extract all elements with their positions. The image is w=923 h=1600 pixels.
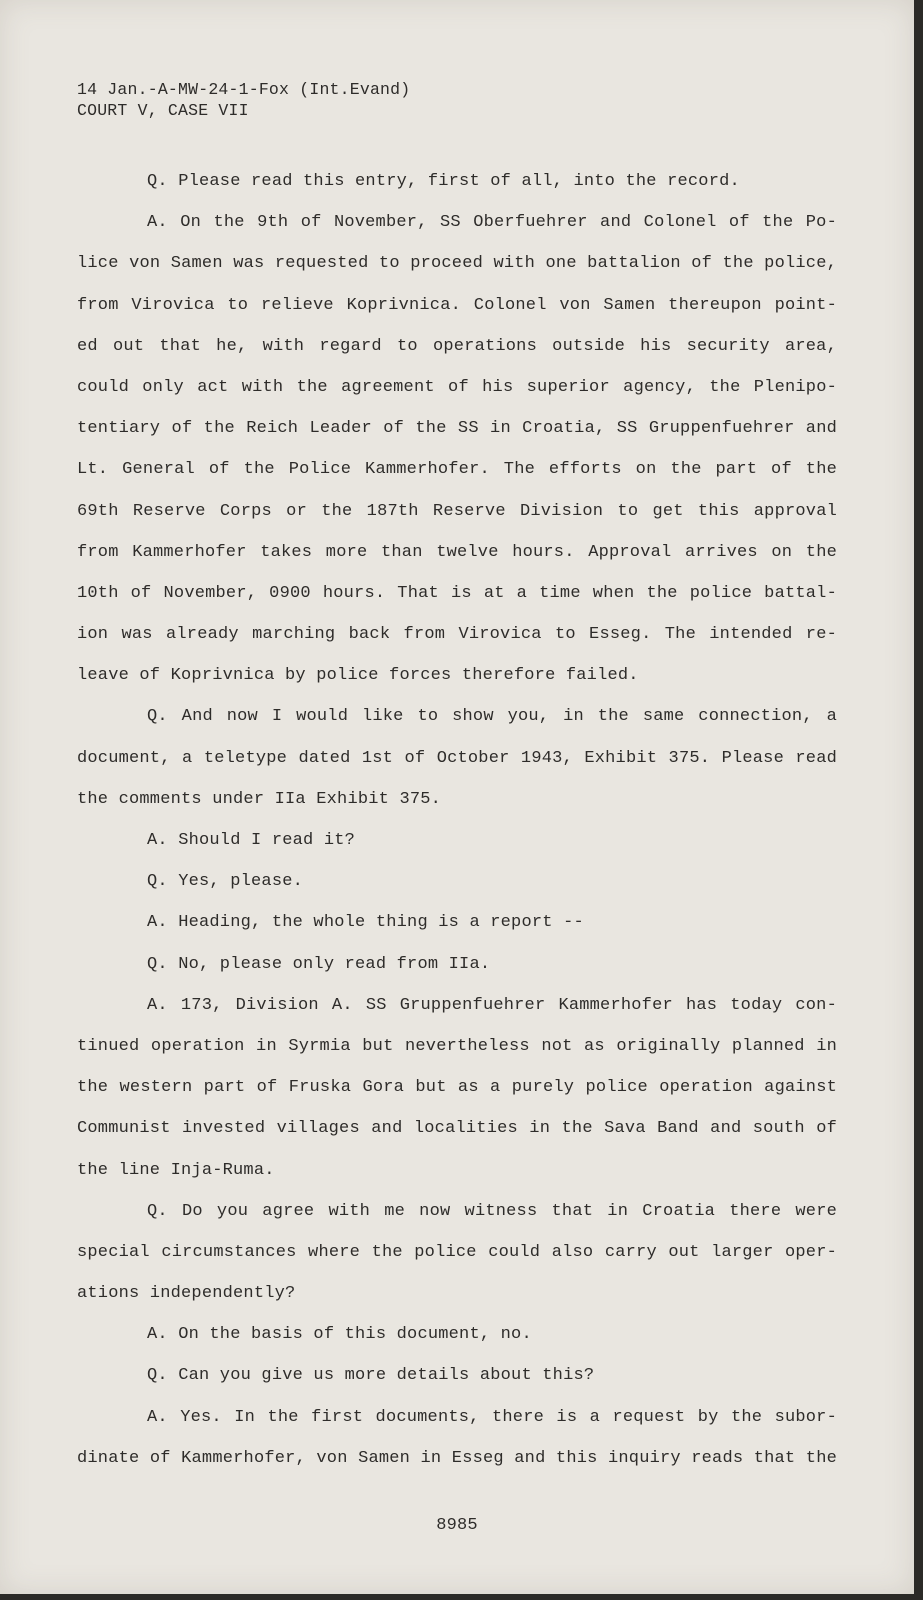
transcript-line: ations independently? xyxy=(77,1284,296,1304)
document-header xyxy=(77,79,410,121)
transcript-line: A. On the 9th of November, SS Oberfuehrer and Colonel of the Po- xyxy=(147,213,837,233)
header-reference: 14 Jan.-A-MW-24-1-Fox (Int.Evand) xyxy=(77,80,411,99)
transcript-line: from Kammerhofer takes more than twelve hours. Approval arrives on the xyxy=(77,542,837,562)
transcript-line: A. 173, Division A. SS Gruppenfuehrer Kammerhofer has today con- xyxy=(147,995,837,1015)
transcript-paragraph xyxy=(77,1408,837,1490)
transcript-line: could only act with the agreement of his superior agency, the Plenipo- xyxy=(77,377,837,397)
transcript-body xyxy=(77,172,837,1490)
transcript-line: ion was already marching back from Virovica to Esseg. The intended re- xyxy=(77,625,837,645)
header-court-case: COURT V, CASE VII xyxy=(77,101,249,120)
transcript-line: Communist invested villages and localities in the Sava Band and south of xyxy=(77,1119,837,1139)
transcript-line: 10th of November, 0900 hours. That is at a time when the police battal- xyxy=(77,583,837,603)
transcript-line: tentiary of the Reich Leader of the SS in Croatia, SS Gruppenfuehrer and xyxy=(77,419,837,439)
transcript-line: A. Yes. In the first documents, there is a request by the subor- xyxy=(147,1407,837,1427)
transcript-line: Q. Yes, please. xyxy=(147,872,304,892)
transcript-line: Q. No, please only read from IIa. xyxy=(147,954,491,974)
transcript-line: Lt. General of the Police Kammerhofer. The efforts on the part of the xyxy=(77,460,837,480)
transcript-line: the western part of Fruska Gora but as a purely police operation against xyxy=(77,1078,837,1098)
transcript-line: 69th Reserve Corps or the 187th Reserve Division to get this approval xyxy=(77,501,837,521)
transcript-line: Q. Can you give us more details about this? xyxy=(147,1366,595,1386)
transcript-line: the comments under IIa Exhibit 375. xyxy=(77,789,442,809)
transcript-line: Q. Do you agree with me now witness that in Croatia there were xyxy=(147,1201,837,1221)
transcript-paragraph xyxy=(77,1202,837,1326)
transcript-line: special circumstances where the police could also carry out larger oper- xyxy=(77,1242,837,1262)
transcript-line: Q. And now I would like to show you, in the same connection, a xyxy=(147,707,837,727)
transcript-line: A. On the basis of this document, no. xyxy=(147,1325,532,1345)
transcript-paragraph xyxy=(77,1366,837,1407)
transcript-paragraph xyxy=(77,213,837,707)
transcript-line: the line Inja-Ruma. xyxy=(77,1160,275,1180)
transcript-line: lice von Samen was requested to proceed with one battalion of the police, xyxy=(77,254,837,274)
transcript-paragraph xyxy=(77,955,837,996)
transcript-paragraph xyxy=(77,707,837,831)
transcript-paragraph xyxy=(77,913,837,954)
transcript-line: dinate of Kammerhofer, von Samen in Esseg and this inquiry reads that the xyxy=(77,1448,837,1468)
transcript-line: tinued operation in Syrmia but nevertheless not as originally planned in xyxy=(77,1036,837,1056)
transcript-line: Q. Please read this entry, first of all, into the record. xyxy=(147,172,740,191)
scan-edge-bottom xyxy=(0,1594,923,1600)
page-number: 8985 xyxy=(436,1516,478,1535)
transcript-line: from Virovica to relieve Koprivnica. Colonel von Samen thereupon point- xyxy=(77,295,837,315)
scan-edge-right xyxy=(914,0,923,1600)
transcript-paragraph xyxy=(77,831,837,872)
transcript-line: document, a teletype dated 1st of October 1943, Exhibit 375. Please read xyxy=(77,748,837,768)
transcript-line: leave of Koprivnica by police forces therefore failed. xyxy=(77,666,639,686)
transcript-line: A. Should I read it? xyxy=(147,831,356,850)
transcript-paragraph xyxy=(77,1325,837,1366)
transcript-paragraph xyxy=(77,996,837,1202)
transcript-line: ed out that he, with regard to operations outside his security area, xyxy=(77,336,837,356)
transcript-paragraph xyxy=(77,872,837,913)
transcript-paragraph xyxy=(77,172,837,213)
transcript-line: A. Heading, the whole thing is a report -- xyxy=(147,913,584,933)
